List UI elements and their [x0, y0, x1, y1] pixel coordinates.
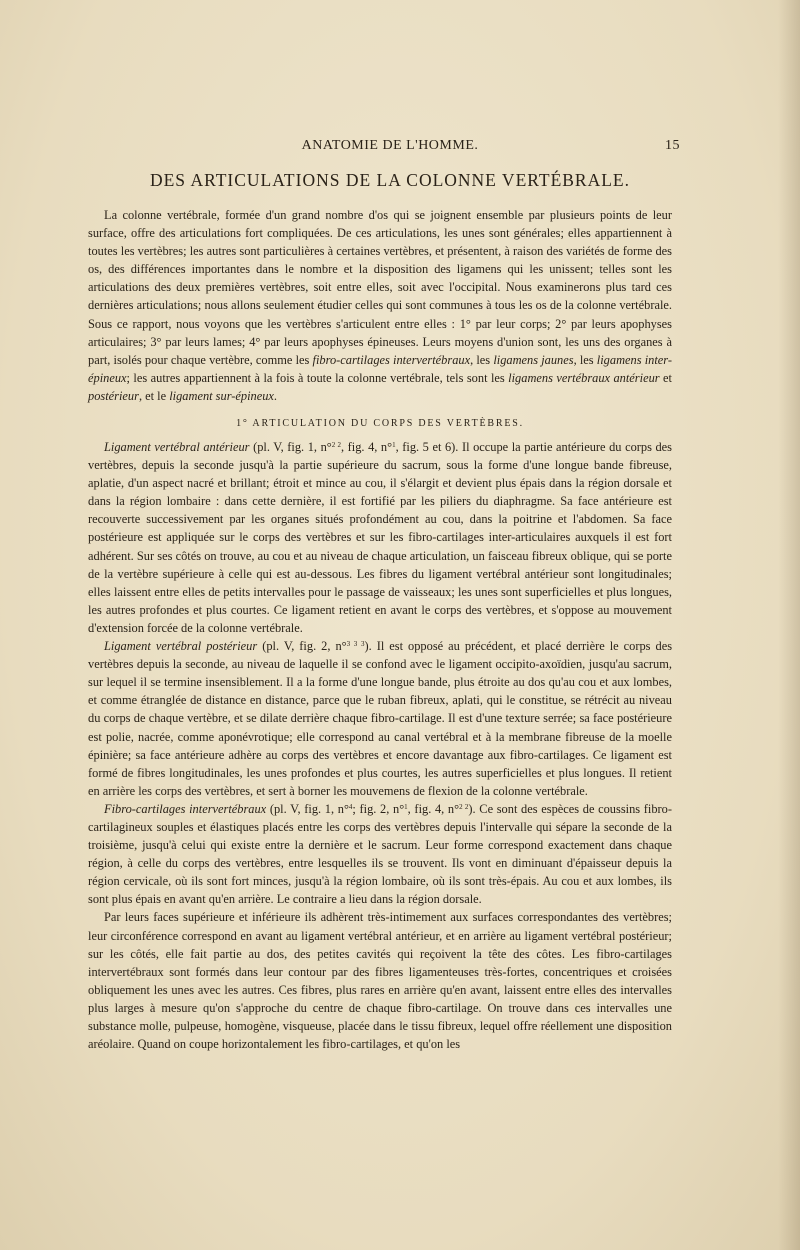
term-fibro-cartilages-intervertebraux: Fibro-cartilages intervertébraux [104, 801, 267, 816]
intro-sep: ; les autres appartiennent à la fois à toute la colonne vertébrale, tels sont les [126, 370, 509, 385]
ref-part: (pl. V, fig. 1, n° [269, 801, 349, 816]
ref-part: , fig. 4, n° [340, 440, 393, 454]
term-ligament-anterieur: Ligament vertébral antérieur [104, 440, 250, 454]
plate-reference [270, 802, 476, 816]
page-number: 15 [665, 138, 680, 153]
ref-sup: 4 [348, 802, 353, 811]
paragraph-text: Il occupe la partie antérieure du corps des vertèbres, depuis la seconde jusqu'à la partie supérieure du sacrum, sous la forme d'une longue bande fibreuse, aplatie, d'un aspect nacré et brillant; étroit et mince au cou, il s'élargit et devient plus épais dans la région dorsale et dans la région lombaire : dans cette dernière, il est fortifié par les piliers du diaphragme. Sa face antérieure est recouverte successivement par les organes situés profondément au cou, dans la poitrine et l'abdomen. Sa face postérieure est appliquée sur le corps des vertèbres et sur les fibro-cartilages inter-articulaires auxquels il est fort adhérent. Sur ses côtés on trouve, au cou et au niveau de chaque articulation, un faisceau fibreux oblique, qui se porte de la vertèbre supérieure à celle qui est au-dessous. Les fibres du ligament vertébral antérieur sont longitudinales; elles laissent entre elles de petits intervalles pour le passage de vaisseaux; les unes sont superficielles et plus longues, les autres profondes et plus courtes. Ce ligament retient en avant le corps des vertèbres, et s'oppose au mouvement d'extension forcée de la colonne vertébrale. [88, 440, 672, 635]
ref-part: ; fig. 2, n° [352, 801, 405, 816]
chapter-title: DES ARTICULATIONS DE LA COLONNE VERTÉBRALE. [149, 170, 630, 190]
term-ligament-posterieur: Ligament vertébral postérieur [104, 639, 258, 654]
intro-text [88, 206, 672, 405]
ref-sup: 1 [392, 441, 396, 449]
paragraph-text: Il est opposé au précédent, et placé derrière le corps des vertèbres depuis la seconde, au niveau de laquelle il se confond avec le ligament occipito-axoïdien, jusqu'au sacrum, sur lequel il se termine insensiblement. Il a la forme d'une longue bande, plus étroite au dos qu'au cou et aux lombes, et comme étranglée de distance en distance, parce que le ruban fibreux, aplati, qui le constitue, se rétrécit au niveau du corps de chaque vertèbre, et se dilate derrière chaque fibro-cartilage. Il est d'une texture serrée; sa face postérieure est polie, nacrée, comme aponévrotique; elle correspond au canal vertébral et à la membrane fibreuse de la moelle épinière; sa face antérieure adhère au corps des vertèbres et encore davantage aux fibro-cartilages. Ce ligament est formé de fibres longitudinales, les unes profondes et plus courtes, les autres superficielles et plus longues. Il retient en arrière les corps des vertèbres, et sert à borner les mouvemens de flexion de la colonne vertébrale. [88, 639, 673, 798]
term-posterieur: postérieur [88, 388, 139, 403]
term-ligament-sur-epineux: ligament sur-épineux [169, 388, 274, 403]
term-fibro-cartilages: fibro-cartilages intervertébraux [312, 352, 471, 367]
intro-paragraph [88, 206, 672, 405]
intro-sep: , les [470, 352, 494, 367]
term-ligamens-jaunes: ligamens jaunes [493, 352, 574, 367]
ref-sup: 3 3 3 [346, 640, 365, 649]
ref-part: ). [468, 801, 476, 816]
intro-sep: , et le [138, 388, 170, 403]
ref-sup: 2 2 [331, 441, 341, 449]
ref-part: (pl. V, fig. 1, n° [253, 440, 332, 454]
ref-sup: 2 2 [459, 802, 469, 811]
ref-part: , fig. 4, n° [407, 801, 460, 816]
term-ligamens-inter-epineux: ligamens inter-épineux [88, 352, 672, 385]
ref-sup: 1 [404, 802, 408, 811]
running-head: ANATOMIE DE L'HOMME. [301, 138, 479, 153]
ref-part: ). [364, 639, 372, 654]
section-body [88, 438, 672, 1053]
intro-sep: et [659, 370, 672, 385]
plate-reference [253, 440, 458, 454]
paragraph-text: Ce sont des espèces de coussins fibro-cartilagineux souples et élastiques placés entre les corps des vertèbres depuis l'intervalle qui sépare la seconde de la troisième, jusqu'à celui qui existe entre la dernière et le sacrum. Leur forme correspond exactement dans chaque région, à celle du corps des vertèbres, entre lesquelles ils se trouvent. Ils vont en diminuant d'épaisseur depuis la région cervicale, où ils sont fort minces, jusqu'à la région lombaire, où ils sont très-épais. Au cou et aux lombes, ils sont plus épais en avant qu'en arrière. Le contraire a lieu dans la région dorsale. [88, 801, 672, 907]
paragraph-fibro-cartilages [88, 800, 672, 909]
term-ligamens-vertebraux: ligamens vertébraux antérieur [508, 370, 660, 385]
paragraph-ligament-anterieur [88, 438, 672, 637]
section-heading: 1° ARTICULATION DU CORPS DES VERTÈBRES. [236, 418, 524, 429]
intro-sep: , les [573, 352, 597, 367]
page-spine-shadow [778, 0, 800, 1250]
intro-end: . [273, 388, 278, 403]
ref-part: , fig. 5 et 6). [395, 440, 459, 454]
ref-part: (pl. V, fig. 2, n° [262, 639, 347, 654]
page-header [100, 138, 680, 156]
plate-reference [262, 639, 371, 653]
paragraph-ligament-posterieur [88, 637, 672, 800]
intro-body: La colonne vertébrale, formée d'un grand nombre d'os qui se joignent ensemble par plusieurs points de leur surface, offre des articulations fort compliquées. De ces articulations, les unes sont générales; elles appartiennent à toutes les vertèbres; les autres sont particulières à certaines vertèbres, et présentent, à raison des variétés de forme des os, des différences importantes dans le nombre et la disposition des ligamens qui les unissent; telles sont les articulations des deux premières vertèbres, soit entre elles, soit avec l'occipital. Nous examinerons plus tard ces dernières articulations; nous allons seulement étudier celles qui sont communes à tous les os de la colonne vertébrale. Sous ce rapport, nous voyons que les vertèbres s'articulent entre elles : 1° par leur corps; 2° par leurs apophyses articulaires; 3° par leurs lames; 4° par leurs apophyses épineuses. Leurs moyens d'union sont, les uns des organes à part, isolés pour chaque vertèbre, comme les [88, 208, 672, 367]
paragraph-faces: Par leurs faces supérieure et inférieure ils adhèrent très-intimement aux surfaces correspondantes des vertèbres; leur circonférence correspond en avant au ligament vertébral antérieur, et en arrière au ligament vertébral postérieur; sur les côtés, elle fait partie au dos, des petites cavités qui reçoivent la tête des côtes. Les fibro-cartilages intervertébraux sont formés dans leur contour par des fibres ligamenteuses très-fortes, concentriques et croisées obliquement les unes avec les autres. Ces fibres, plus rares en arrière qu'en avant, laissent entre elles des intervalles plus larges à mesure qu'on s'approche du centre de chaque fibro-cartilage. On trouve dans ces intervalles une substance molle, pulpeuse, homogène, visqueuse, placée dans le tissu fibreux, lequel offre réellement une disposition aréolaire. Quand on coupe horizontalement les fibro-cartilages, et qu'on les [88, 910, 672, 1052]
